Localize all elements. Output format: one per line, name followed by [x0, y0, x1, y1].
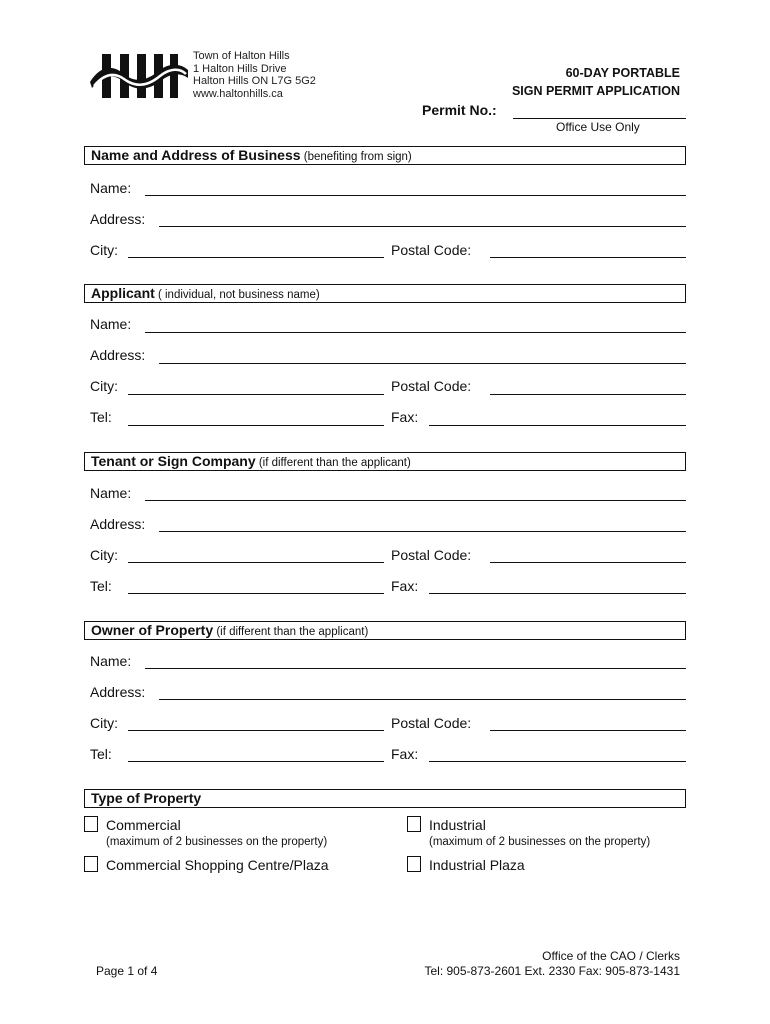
section-note: ( individual, not business name): [154, 289, 320, 301]
business-name-label: Name:: [90, 180, 132, 196]
applicant-name-label: Name:: [90, 316, 132, 332]
tenant-fax-label: Fax:: [391, 578, 419, 594]
applicant-fax-field[interactable]: [429, 425, 686, 426]
business-address-field[interactable]: [159, 226, 686, 227]
applicant-fax-label: Fax:: [391, 409, 419, 425]
applicant-address-label: Address:: [90, 347, 146, 363]
footer-office: Office of the CAO / Clerks: [542, 949, 680, 963]
tenant-address-field[interactable]: [159, 531, 686, 532]
form-title-line1: 60-DAY PORTABLE: [565, 66, 680, 80]
owner-name-field[interactable]: [145, 668, 686, 669]
owner-tel-label: Tel:: [90, 746, 112, 762]
applicant-name-field[interactable]: [145, 332, 686, 333]
industrial-label: Industrial: [429, 817, 486, 833]
section-title: Tenant or Sign Company: [91, 453, 256, 469]
section-owner-header: [84, 621, 686, 640]
section-tenant-header: [84, 452, 686, 471]
section-property-type-header: [84, 789, 686, 808]
office-use-label: Office Use Only: [556, 120, 640, 134]
section-title: Name and Address of Business: [91, 147, 301, 163]
org-city: Halton Hills ON L7G 5G2: [193, 75, 316, 87]
section-title: Owner of Property: [91, 622, 214, 638]
applicant-city-field[interactable]: [128, 394, 384, 395]
applicant-address-field[interactable]: [159, 363, 686, 364]
owner-fax-field[interactable]: [429, 761, 686, 762]
section-business-header: [84, 146, 686, 165]
business-postal-field[interactable]: [490, 257, 686, 258]
org-website: www.haltonhills.ca: [193, 87, 283, 100]
section-applicant-header: [84, 284, 686, 303]
owner-city-field[interactable]: [128, 730, 384, 731]
commercial-note: (maximum of 2 businesses on the property): [106, 836, 328, 848]
business-city-field[interactable]: [128, 257, 384, 258]
org-street: 1 Halton Hills Drive: [193, 62, 287, 75]
applicant-tel-label: Tel:: [90, 409, 112, 425]
section-title: Type of Property: [91, 790, 202, 806]
permit-number-field[interactable]: [513, 118, 686, 119]
business-city-label: City:: [90, 242, 118, 258]
section-note: (if different than the applicant): [255, 457, 411, 469]
tenant-address-label: Address:: [90, 516, 146, 532]
commercial-label: Commercial: [106, 817, 181, 833]
section-title: Applicant: [91, 285, 155, 301]
industrial-plaza-label: Industrial Plaza: [429, 857, 525, 873]
commercial-plaza-checkbox[interactable]: [84, 856, 98, 872]
industrial-note: (maximum of 2 businesses on the property): [429, 836, 651, 848]
tenant-city-label: City:: [90, 547, 118, 563]
tenant-name-field[interactable]: [145, 500, 686, 501]
tenant-postal-field[interactable]: [490, 562, 686, 563]
owner-postal-field[interactable]: [490, 730, 686, 731]
owner-name-label: Name:: [90, 653, 132, 669]
tenant-tel-label: Tel:: [90, 578, 112, 594]
applicant-city-label: City:: [90, 378, 118, 394]
applicant-postal-label: Postal Code:: [391, 378, 472, 394]
owner-postal-label: Postal Code:: [391, 715, 472, 731]
business-address-label: Address:: [90, 211, 146, 227]
owner-fax-label: Fax:: [391, 746, 419, 762]
tenant-tel-field[interactable]: [128, 593, 384, 594]
industrial-plaza-checkbox[interactable]: [407, 856, 421, 872]
footer-contact: Tel: 905-873-2601 Ext. 2330 Fax: 905-873-1431: [424, 964, 680, 978]
page-number: Page 1 of 4: [96, 964, 158, 978]
applicant-tel-field[interactable]: [128, 425, 384, 426]
town-logo: [90, 48, 190, 100]
section-note: (if different than the applicant): [213, 626, 369, 638]
tenant-fax-field[interactable]: [429, 593, 686, 594]
owner-city-label: City:: [90, 715, 118, 731]
owner-tel-field[interactable]: [128, 761, 384, 762]
commercial-plaza-label: Commercial Shopping Centre/Plaza: [106, 857, 329, 873]
tenant-name-label: Name:: [90, 485, 132, 501]
owner-address-label: Address:: [90, 684, 146, 700]
tenant-postal-label: Postal Code:: [391, 547, 472, 563]
org-name: Town of Halton Hills: [193, 50, 290, 62]
section-note: (benefiting from sign): [300, 151, 412, 163]
commercial-checkbox[interactable]: [84, 816, 98, 832]
business-name-field[interactable]: [145, 195, 686, 196]
org-address-block: [193, 50, 316, 100]
permit-number-label: Permit No.:: [422, 102, 497, 118]
form-title-line2: SIGN PERMIT APPLICATION: [511, 84, 680, 98]
owner-address-field[interactable]: [159, 699, 686, 700]
applicant-postal-field[interactable]: [490, 394, 686, 395]
tenant-city-field[interactable]: [128, 562, 384, 563]
industrial-checkbox[interactable]: [407, 816, 421, 832]
business-postal-label: Postal Code:: [391, 242, 472, 258]
